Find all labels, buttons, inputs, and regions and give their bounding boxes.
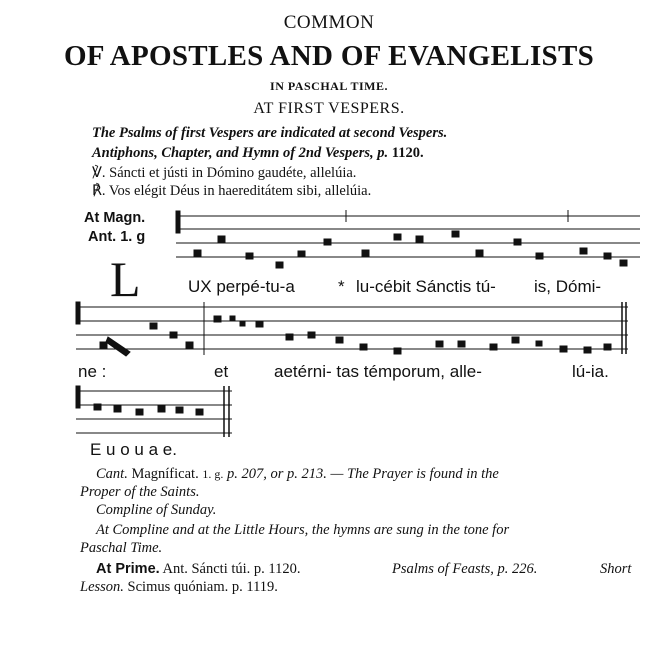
antiphons-rubric-page: 1120. (391, 145, 424, 161)
lyric-2a: ne : (78, 362, 107, 381)
page-title: OF APOSTLES AND OF EVANGELISTS (63, 40, 595, 72)
euouae: E u o u a e. (90, 440, 177, 459)
header-common: COMMON (283, 12, 375, 33)
cant-note (96, 466, 499, 483)
cant-pages: p. 207, or p. 213. — (223, 466, 347, 482)
clef-staff-2 (76, 302, 80, 324)
lyric-1a: UX perpé-tu-a (188, 277, 295, 296)
chant-initial: L (110, 251, 141, 307)
prime-short: Short (600, 561, 632, 577)
psalms-rubric: The Psalms of first Vespers are indicated at second Vespers. (92, 125, 448, 141)
lyric-2c: aetérni- tas témporum, alle- (274, 362, 482, 381)
antiphon-label-mode: Ant. 1. g (88, 229, 146, 245)
lyric-1c: lu-cébit Sánctis tú- (356, 277, 496, 296)
clef-staff-1 (176, 211, 180, 233)
lyric-1b: * (338, 277, 345, 296)
section-heading: AT FIRST VESPERS. (253, 100, 405, 117)
lyric-2b: et (214, 362, 229, 381)
prime-lesson-text: Scimus quóniam. p. 1119. (123, 579, 278, 595)
prayer-note-1: The Prayer is found in the (347, 466, 499, 482)
prime-psalms: Psalms of Feasts, p. 226. (392, 561, 538, 577)
header-subtitle: IN PASCHAL TIME. (270, 79, 388, 93)
prime-lesson (80, 579, 278, 596)
prime-label: At Prime. (96, 561, 160, 577)
prime-note (96, 561, 301, 578)
prayer-note-2: Proper of the Saints. (80, 484, 200, 500)
response-text: Vos elégit Déus in haereditátem sibi, allelúia. (108, 183, 372, 199)
compline-note: Compline of Sunday. (96, 502, 217, 518)
versicle-text: Sáncti et jústi in Dómino gaudéte, allelúia. (109, 165, 357, 181)
clef-staff-3 (76, 386, 80, 408)
cant-text: Magníficat. (127, 466, 203, 482)
versicle-symbol: ℣. (92, 165, 106, 181)
response-symbol: ℟. (92, 183, 106, 199)
lyric-2d: lú-ia. (572, 362, 609, 381)
hymns-note-2: Paschal Time. (80, 540, 163, 556)
lyric-1d: is, Dómi- (534, 277, 602, 296)
antiphons-rubric-text: Antiphons, Chapter, and Hymn of 2nd Vespers, p. (92, 145, 392, 161)
prime-ant: Ant. Sáncti túi. p. 1120. (159, 561, 301, 577)
hymns-note-1: At Compline and at the Little Hours, the hymns are sung in the tone for (96, 522, 510, 538)
cant-label: Cant. (96, 466, 128, 482)
prime-lesson-label: Lesson. (80, 579, 124, 595)
antiphon-label-magn: At Magn. (84, 210, 146, 226)
cant-mode: 1. g. (202, 467, 224, 481)
